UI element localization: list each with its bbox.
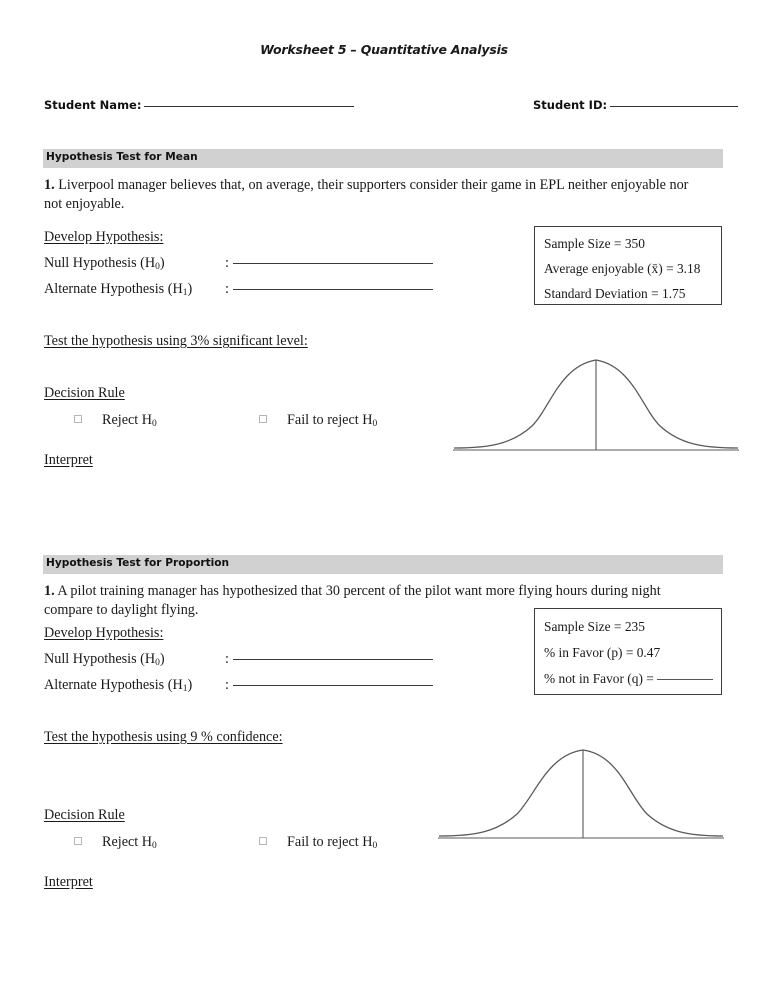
alternate-hypothesis-blank-mean[interactable] [233, 289, 433, 290]
null-hypothesis-row-mean[interactable] [44, 255, 433, 272]
reject-option-mean[interactable] [74, 412, 157, 429]
null-hypothesis-colon-mean: : [225, 255, 229, 271]
stat-average-enjoyable-mean: Average enjoyable (x̄) = 3.18 [544, 261, 701, 276]
fail-to-reject-label-proportion: Fail to reject $H_0$ [287, 834, 378, 851]
stat-percent-in-favor: % in Favor (p) = 0.47 [544, 645, 661, 660]
section-header-mean [43, 149, 723, 168]
stat-sample-size-proportion: Sample Size = 235 [544, 619, 645, 634]
stat-percent-not-in-favor-row[interactable] [544, 671, 713, 687]
decision-rule-label-mean: Decision Rule [44, 385, 125, 401]
interpret-label-proportion: Interpret [44, 874, 93, 890]
null-hypothesis-colon-proportion: : [225, 651, 229, 667]
test-hypothesis-label-mean: Test the hypothesis using 3% significant level: [44, 333, 308, 349]
alternate-hypothesis-row-proportion[interactable] [44, 677, 433, 694]
reject-label-mean: Reject $H_0$ [102, 412, 157, 429]
section-header-proportion-label: Hypothesis Test for Proportion [46, 557, 230, 569]
question-body-proportion: A pilot training manager has hypothesized that 30 percent of the pilot want more flying hours during night compare to daylight flying. [44, 583, 661, 618]
reject-checkbox-proportion[interactable] [74, 837, 82, 845]
student-id-blank[interactable] [610, 106, 738, 107]
null-hypothesis-blank-mean[interactable] [233, 263, 433, 264]
stats-box-proportion [534, 608, 722, 695]
stat-percent-not-in-favor-blank[interactable] [657, 679, 713, 680]
reject-checkbox-mean[interactable] [74, 415, 82, 423]
alternate-hypothesis-label-mean: Alternate Hypothesis $(H_1)$ [44, 281, 193, 298]
fail-to-reject-option-mean[interactable] [259, 412, 377, 429]
stats-box-mean [534, 226, 722, 305]
develop-hypothesis-label-mean: Develop Hypothesis: [44, 229, 164, 245]
stat-percent-not-in-favor-label: % not in Favor (q) = [544, 671, 658, 686]
fail-to-reject-checkbox-mean[interactable] [259, 415, 267, 423]
normal-distribution-curve-proportion [435, 740, 727, 844]
null-hypothesis-row-proportion[interactable] [44, 651, 433, 668]
student-id-field[interactable] [533, 98, 738, 112]
alternate-hypothesis-colon-mean: : [225, 281, 229, 297]
normal-distribution-curve-mean [450, 348, 742, 456]
question-text-mean [44, 176, 694, 213]
null-hypothesis-label-proportion: Null Hypothesis $(H_0)$ [44, 651, 165, 668]
reject-label-proportion: Reject $H_0$ [102, 834, 157, 851]
fail-to-reject-label-mean: Fail to reject $H_0$ [287, 412, 378, 429]
null-hypothesis-label-mean: Null Hypothesis $(H_0)$ [44, 255, 165, 272]
reject-option-proportion[interactable] [74, 834, 157, 851]
decision-rule-label-proportion: Decision Rule [44, 807, 125, 823]
stat-sample-size-mean: Sample Size = 350 [544, 236, 645, 251]
fail-to-reject-option-proportion[interactable] [259, 834, 377, 851]
null-hypothesis-blank-proportion[interactable] [233, 659, 433, 660]
section-header-mean-label: Hypothesis Test for Mean [46, 151, 198, 163]
question-number-proportion: 1. [44, 583, 55, 599]
section-header-proportion [43, 555, 723, 574]
fail-to-reject-checkbox-proportion[interactable] [259, 837, 267, 845]
test-hypothesis-label-proportion: Test the hypothesis using 9 % confidence: [44, 729, 283, 745]
student-name-label: Student Name: [44, 98, 142, 112]
interpret-label-mean: Interpret [44, 452, 93, 468]
alternate-hypothesis-colon-proportion: : [225, 677, 229, 693]
question-body-mean: Liverpool manager believes that, on average, their supporters consider their game in EPL neither enjoyable nor not enjoyable. [44, 177, 689, 212]
alternate-hypothesis-row-mean[interactable] [44, 281, 433, 298]
student-name-field[interactable] [44, 98, 354, 112]
stat-standard-deviation-mean: Standard Deviation = 1.75 [544, 286, 686, 301]
student-id-label: Student ID: [533, 98, 608, 112]
develop-hypothesis-label-proportion: Develop Hypothesis: [44, 625, 164, 641]
alternate-hypothesis-label-proportion: Alternate Hypothesis $(H_1)$ [44, 677, 193, 694]
page-title: Worksheet 5 – Quantitative Analysis [260, 42, 508, 57]
question-number-mean: 1. [44, 177, 55, 193]
alternate-hypothesis-blank-proportion[interactable] [233, 685, 433, 686]
student-name-blank[interactable] [144, 106, 354, 107]
